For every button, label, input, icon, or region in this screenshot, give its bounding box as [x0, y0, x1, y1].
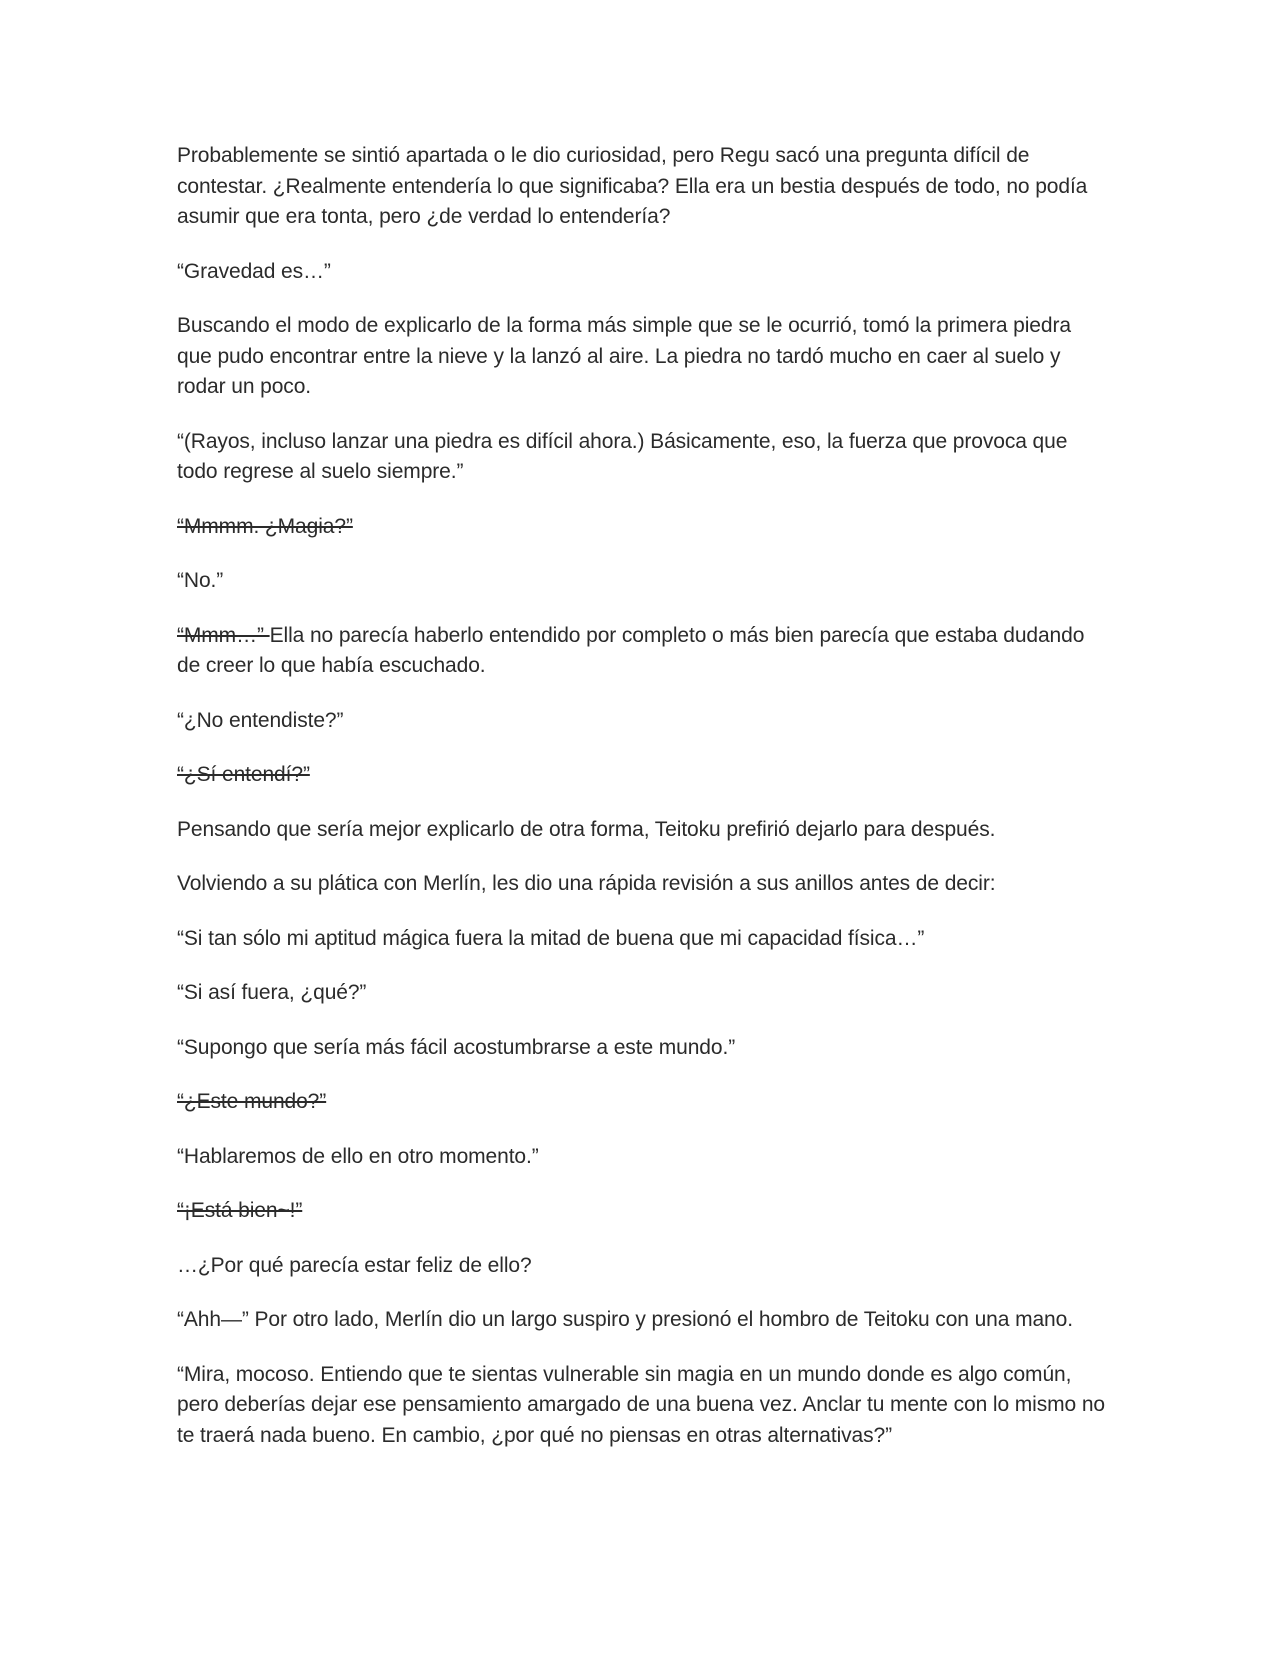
paragraph-11 [177, 869, 1107, 900]
paragraph-18 [177, 1251, 1107, 1282]
struck-text: “¡Está bien~!” [177, 1199, 303, 1222]
struck-text: “Mmm…” [177, 623, 270, 647]
paragraph-text: Buscando el modo de explicarlo de la forma más simple que se le ocurrió, tomó la primera piedra que pudo encontrar entre la nieve y la lanzó al aire. La piedra no tardó mucho en caer al suelo y rodar un poco. [177, 314, 1071, 398]
struck-text: “¿Sí entendí?” [177, 763, 310, 786]
paragraph-text: Probablemente se sintió apartada o le dio curiosidad, pero Regu sacó una pregunta difícil de contestar. ¿Realmente entendería lo que significaba? Ella era un bestia después de todo, no podía asumir que era tonta, pero ¿de verdad lo entendería? [177, 144, 1088, 228]
paragraph-14 [177, 1033, 1107, 1064]
struck-text: “¿Este mundo?” [177, 1090, 327, 1113]
paragraph-9 [177, 760, 1107, 791]
paragraph-12 [177, 924, 1107, 955]
paragraph-text: Ella no parecía haberlo entendido por completo o más bien parecía que estaba dudando de creer lo que había escuchado. [177, 623, 1085, 677]
paragraph-1 [177, 141, 1107, 233]
paragraph-10 [177, 815, 1107, 846]
paragraph-text: “Si así fuera, ¿qué?” [177, 981, 367, 1004]
paragraph-13 [177, 978, 1107, 1009]
paragraph-3 [177, 311, 1107, 403]
paragraph-text: “Hablaremos de ello en otro momento.” [177, 1144, 539, 1168]
paragraph-text: “¿No entendiste?” [177, 708, 344, 732]
paragraph-7 [177, 621, 1107, 682]
paragraph-4 [177, 427, 1107, 488]
paragraph-text: “Supongo que sería más fácil acostumbrarse a este mundo.” [177, 1035, 736, 1059]
struck-text: “Mmmm. ¿Magia?” [177, 514, 353, 538]
paragraph-20 [177, 1360, 1107, 1452]
paragraph-text: “Gravedad es…” [177, 259, 331, 283]
paragraph-19 [177, 1305, 1107, 1336]
paragraph-15 [177, 1087, 1107, 1118]
paragraph-8 [177, 706, 1107, 737]
paragraph-text: Pensando que sería mejor explicarlo de otra forma, Teitoku prefirió dejarlo para después. [177, 817, 996, 841]
paragraph-text: “Ahh—” Por otro lado, Merlín dio un largo suspiro y presionó el hombro de Teitoku con una mano. [177, 1308, 1073, 1331]
paragraph-text: “Mira, mocoso. Entiendo que te sientas vulnerable sin magia en un mundo donde es algo común, pero deberías dejar ese pensamiento amargado de una buena vez. Anclar tu mente con lo mismo no te traerá nada bueno. En cambio, ¿por qué no piensas en otras alternativas?” [177, 1362, 1106, 1447]
paragraph-6 [177, 566, 1107, 597]
paragraph-16 [177, 1142, 1107, 1173]
paragraph-text: Volviendo a su plática con Merlín, les dio una rápida revisión a sus anillos antes de decir: [177, 872, 996, 895]
paragraph-text: …¿Por qué parecía estar feliz de ello? [177, 1253, 532, 1277]
document-page [177, 141, 1107, 1475]
paragraph-17 [177, 1196, 1107, 1227]
paragraph-5 [177, 512, 1107, 543]
paragraph-text: “(Rayos, incluso lanzar una piedra es difícil ahora.) Básicamente, eso, la fuerza que provoca que todo regrese al suelo siempre.” [177, 429, 1068, 483]
paragraph-2 [177, 257, 1107, 288]
paragraph-text: “Si tan sólo mi aptitud mágica fuera la mitad de buena que mi capacidad física…” [177, 926, 925, 950]
paragraph-text: “No.” [177, 569, 224, 592]
